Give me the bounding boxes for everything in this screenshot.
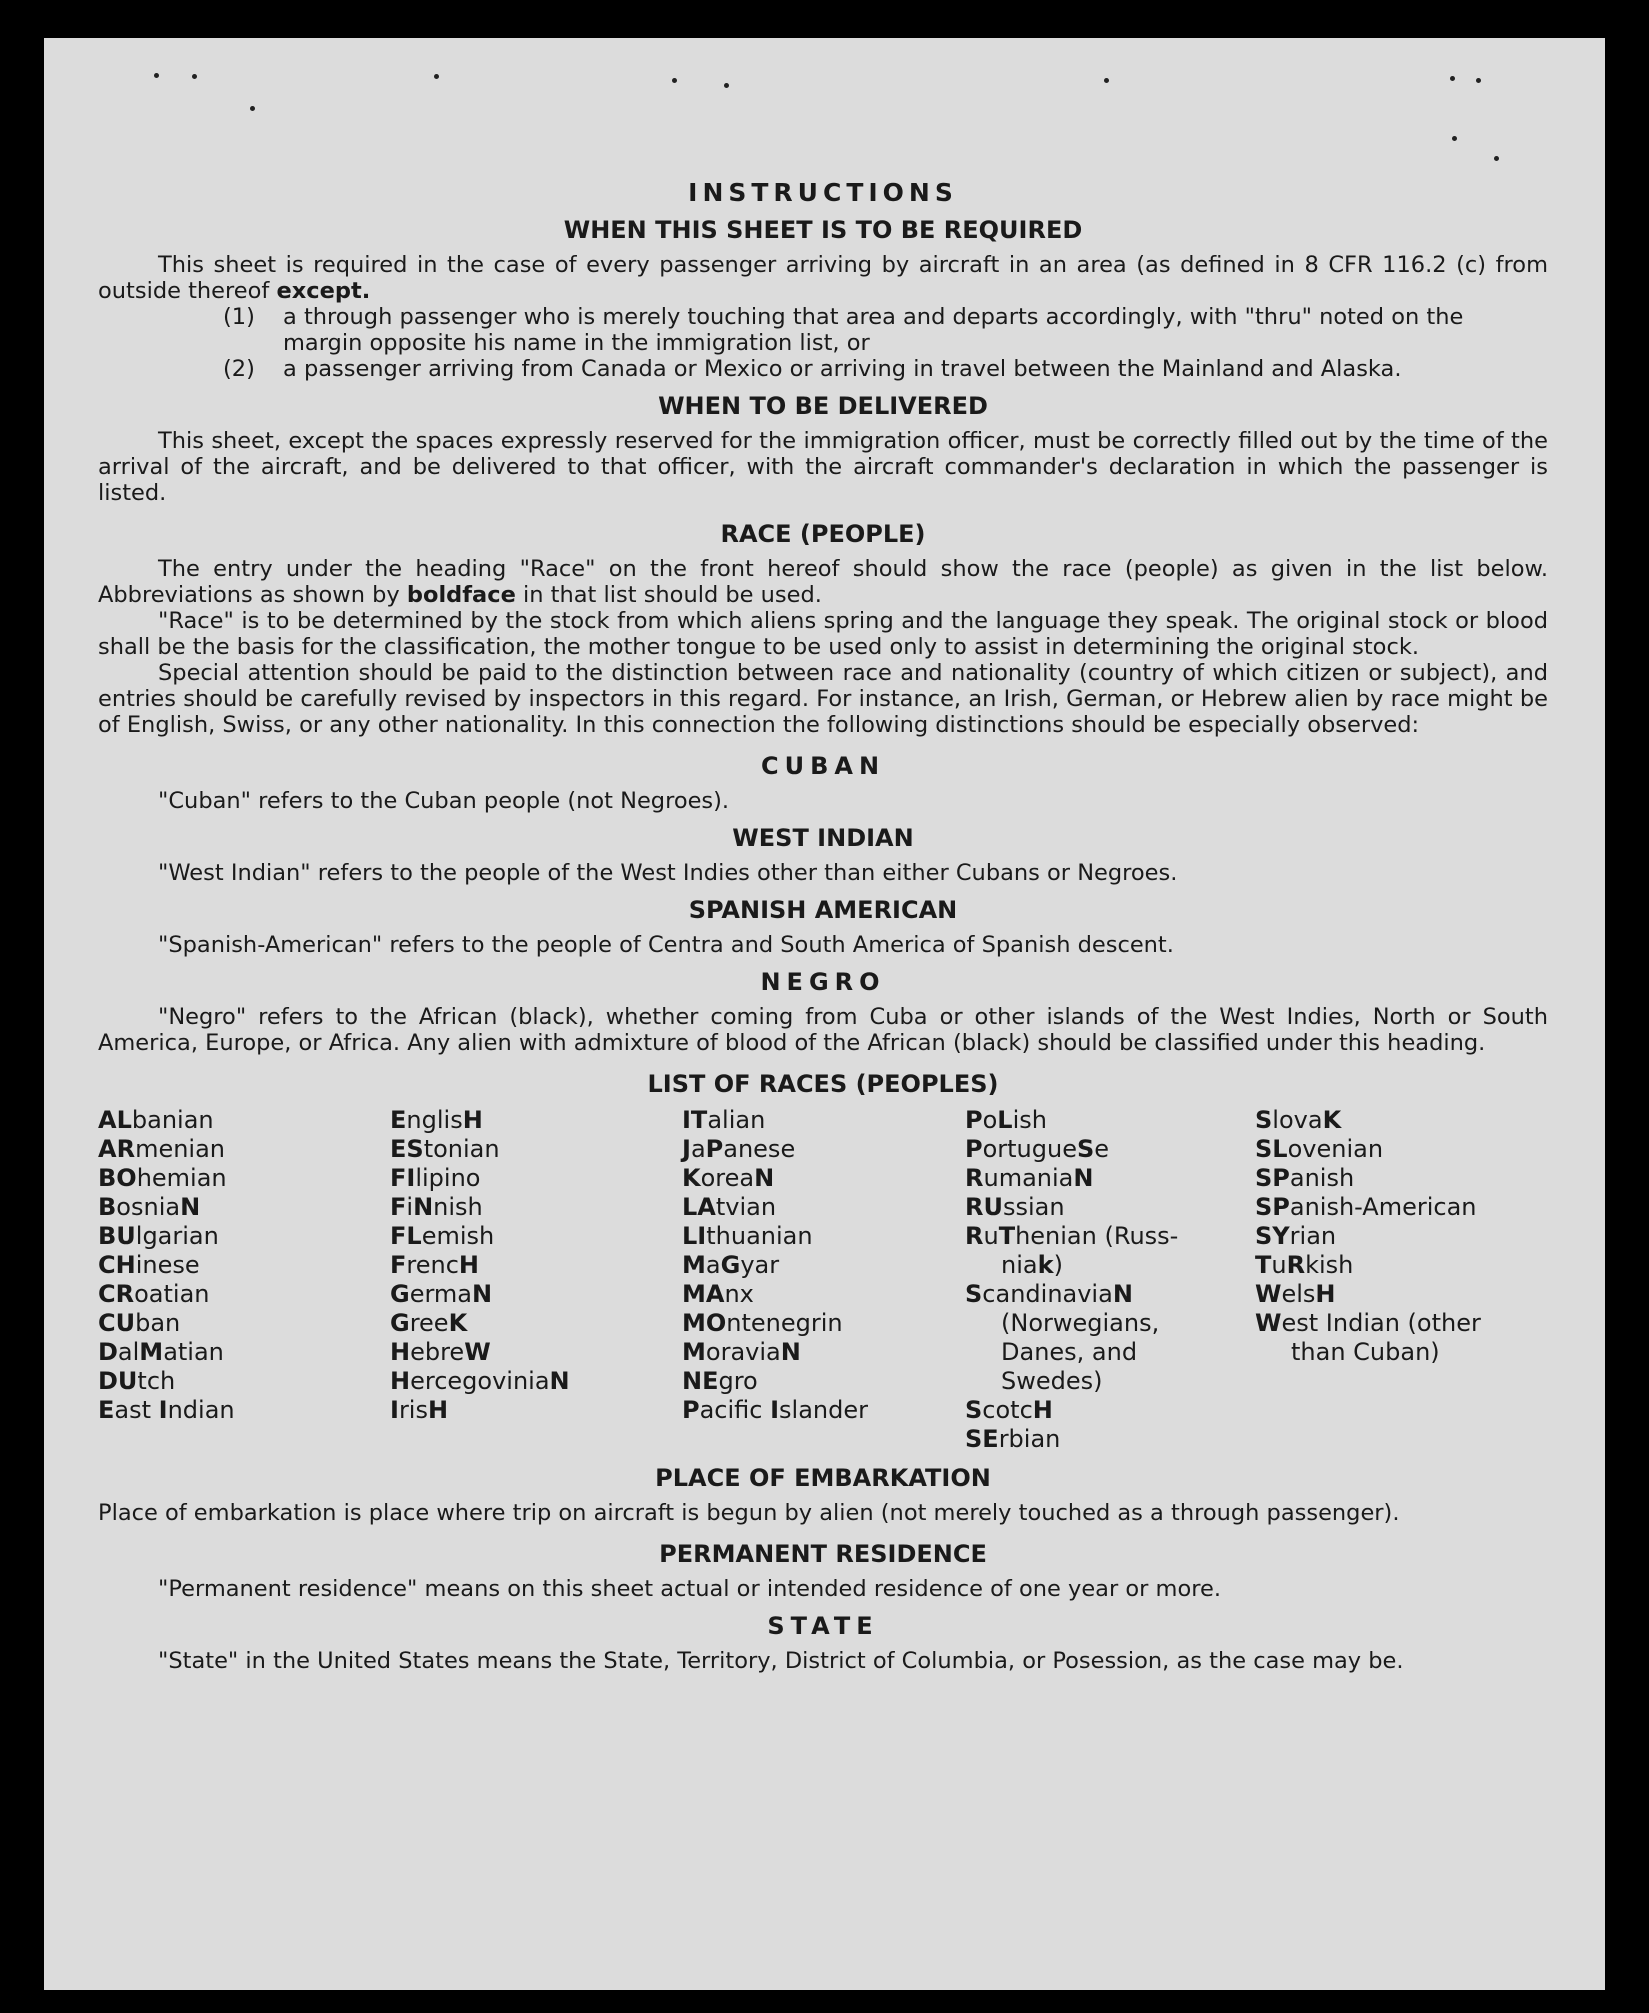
list-item-text: a passenger arriving from Canada or Mexico or arriving in travel between the Mainland and Alaska. bbox=[283, 356, 1402, 382]
race-entry bbox=[965, 1106, 1255, 1135]
race-text: u bbox=[983, 1222, 999, 1250]
race-text: banian bbox=[131, 1106, 214, 1134]
list-item-text: a through passenger who is merely touching that area and departs accordingly, with "thru" noted on the margin opposite his name in the immigration list, or bbox=[283, 304, 1464, 356]
race-text: nglis bbox=[406, 1106, 463, 1134]
race-entry bbox=[1255, 1280, 1525, 1309]
race-text: slander bbox=[779, 1396, 869, 1424]
race-text: o bbox=[982, 1106, 998, 1134]
race-text: alian bbox=[707, 1106, 766, 1134]
race-text: emish bbox=[421, 1222, 495, 1250]
races-column-4 bbox=[965, 1106, 1255, 1454]
race-entry bbox=[390, 1338, 682, 1367]
race-abbrev-letters: S bbox=[1076, 1135, 1095, 1163]
race-entry bbox=[682, 1135, 965, 1164]
race-text: ast bbox=[114, 1396, 159, 1424]
race-paragraph-2: "Race" is to be determined by the stock from which aliens spring and the language they speak. The original stock or blood shall be the basis for the classification, the mother tongue to be used only to assist in determining the original stock. bbox=[98, 608, 1548, 660]
race-entry bbox=[1255, 1193, 1525, 1222]
race-text: (Norwegians, bbox=[1001, 1309, 1160, 1337]
race-text: els bbox=[1281, 1280, 1316, 1308]
list-item bbox=[223, 304, 1548, 356]
race-text: i bbox=[406, 1193, 414, 1221]
race-abbrev-letters: CR bbox=[98, 1280, 135, 1308]
race-abbrev-letters: DU bbox=[98, 1367, 138, 1395]
race-text: than Cuban) bbox=[1291, 1338, 1440, 1366]
race-entry bbox=[965, 1251, 1255, 1280]
race-paragraph-1 bbox=[98, 556, 1548, 608]
race-abbrev-letters: CU bbox=[98, 1309, 136, 1337]
race-abbrev-letters: G bbox=[390, 1309, 410, 1337]
race-text: rian bbox=[1289, 1222, 1337, 1250]
race-entry bbox=[98, 1164, 390, 1193]
race-abbrev-letters: N bbox=[413, 1193, 434, 1221]
race-entry bbox=[98, 1222, 390, 1251]
race-text: a bbox=[705, 1251, 721, 1279]
race-entry bbox=[98, 1135, 390, 1164]
race-entry bbox=[682, 1396, 965, 1425]
race-abbrev-letters: N bbox=[780, 1338, 801, 1366]
race-abbrev-letters: I bbox=[390, 1396, 399, 1424]
race-text: inese bbox=[135, 1251, 200, 1279]
speck bbox=[672, 78, 677, 83]
race-abbrev-letters: IT bbox=[682, 1106, 708, 1134]
race-text: umania bbox=[983, 1164, 1074, 1192]
race-abbrev-letters: H bbox=[458, 1251, 480, 1279]
race-entry bbox=[390, 1251, 682, 1280]
race-abbrev-letters: S bbox=[1255, 1106, 1273, 1134]
race-abbrev-letters: N bbox=[549, 1367, 570, 1395]
race-entry bbox=[965, 1338, 1255, 1367]
section-heading-when-delivered: WHEN TO BE DELIVERED bbox=[658, 392, 988, 420]
race-entry bbox=[965, 1135, 1255, 1164]
race-entry bbox=[98, 1193, 390, 1222]
race-abbrev-letters: LA bbox=[682, 1193, 716, 1221]
speck bbox=[1450, 76, 1455, 81]
race-text: anish bbox=[1289, 1164, 1355, 1192]
speck bbox=[154, 73, 159, 78]
race-text: ish bbox=[1012, 1106, 1047, 1134]
race-abbrev-letters: FI bbox=[390, 1164, 416, 1192]
race-abbrev-letters: I bbox=[770, 1396, 780, 1424]
race-abbrev-letters: LI bbox=[682, 1222, 707, 1250]
race-entry bbox=[965, 1425, 1255, 1454]
race-text: orea bbox=[700, 1164, 755, 1192]
speck bbox=[434, 74, 439, 79]
race-entry bbox=[682, 1251, 965, 1280]
race-text: ban bbox=[135, 1309, 181, 1337]
race-entry bbox=[390, 1309, 682, 1338]
section-heading-race: RACE (PEOPLE) bbox=[720, 520, 926, 548]
races-column-5 bbox=[1255, 1106, 1525, 1454]
race-entry bbox=[98, 1106, 390, 1135]
race-abbrev-letters: H bbox=[390, 1367, 411, 1395]
race-text: tch bbox=[137, 1367, 176, 1395]
race-text: oravia bbox=[705, 1338, 781, 1366]
state-text: "State" in the United States means the State, Territory, District of Columbia, or Posession, as the case may be. bbox=[158, 1648, 1404, 1674]
race-abbrev-letters: K bbox=[1322, 1106, 1342, 1134]
race-abbrev-letters: NE bbox=[682, 1367, 719, 1395]
race-abbrev-letters: M bbox=[682, 1338, 706, 1366]
race-text: Swedes) bbox=[1001, 1367, 1103, 1395]
race-text: oatian bbox=[134, 1280, 210, 1308]
speck bbox=[250, 106, 255, 111]
race-text: ) bbox=[1053, 1251, 1063, 1279]
race-text: acific bbox=[699, 1396, 771, 1424]
race-text: cotc bbox=[982, 1396, 1033, 1424]
race-text: lova bbox=[1272, 1106, 1323, 1134]
race-text: nia bbox=[1001, 1251, 1038, 1279]
race-entry bbox=[965, 1222, 1255, 1251]
race-abbrev-letters: I bbox=[158, 1396, 168, 1424]
race-text: ssian bbox=[1002, 1193, 1065, 1221]
race-text: ortugue bbox=[982, 1135, 1077, 1163]
race-text: lgarian bbox=[135, 1222, 219, 1250]
race-abbrev-letters: T bbox=[998, 1222, 1016, 1250]
race-text: rbian bbox=[998, 1425, 1061, 1453]
race-p1-text-a: The entry under the heading "Race" on the front hereof should show the race (people) as given in the list below. Abbreviations as shown by bbox=[98, 556, 1548, 608]
race-entry bbox=[98, 1367, 390, 1396]
race-text: osnia bbox=[116, 1193, 181, 1221]
race-text: ebre bbox=[410, 1338, 465, 1366]
cuban-text: "Cuban" refers to the Cuban people (not Negroes). bbox=[158, 788, 730, 814]
race-entry bbox=[682, 1280, 965, 1309]
race-abbrev-letters: AL bbox=[98, 1106, 132, 1134]
race-entry bbox=[390, 1222, 682, 1251]
race-entry bbox=[682, 1338, 965, 1367]
race-text: renc bbox=[406, 1251, 459, 1279]
race-text: erma bbox=[409, 1280, 472, 1308]
race-text: atian bbox=[163, 1338, 224, 1366]
race-abbrev-letters: N bbox=[754, 1164, 775, 1192]
race-abbrev-letters: CH bbox=[98, 1251, 136, 1279]
race-entry bbox=[390, 1106, 682, 1135]
speck bbox=[1476, 78, 1481, 83]
race-text: hemian bbox=[136, 1164, 227, 1192]
place-of-embarkation-text: Place of embarkation is place where trip on aircraft is begun by alien (not merely touched as a through passenger). bbox=[98, 1500, 1400, 1526]
section-heading-cuban: CUBAN bbox=[760, 752, 886, 780]
race-abbrev-letters: FL bbox=[390, 1222, 422, 1250]
race-abbrev-letters: P bbox=[705, 1135, 724, 1163]
race-entry bbox=[390, 1280, 682, 1309]
race-text: yar bbox=[740, 1251, 780, 1279]
race-abbrev-letters: M bbox=[682, 1251, 706, 1279]
speck bbox=[192, 74, 197, 79]
race-entry bbox=[682, 1193, 965, 1222]
race-abbrev-letters: F bbox=[390, 1251, 407, 1279]
race-text: nish bbox=[433, 1193, 483, 1221]
race-entry bbox=[965, 1396, 1255, 1425]
section-heading-when-required: WHEN THIS SHEET IS TO BE REQUIRED bbox=[563, 216, 1083, 244]
race-entry bbox=[965, 1309, 1255, 1338]
race-abbrev-letters: SE bbox=[965, 1425, 999, 1453]
races-column-1 bbox=[98, 1106, 390, 1454]
race-entry bbox=[98, 1251, 390, 1280]
race-entry bbox=[1255, 1338, 1525, 1367]
when-delivered-text: This sheet, except the spaces expressly reserved for the immigration officer, must be correctly filled out by the time of the arrival of the aircraft, and be delivered to that officer, with the aircraft commander's declaration in which the passenger is listed. bbox=[98, 428, 1548, 506]
race-abbrev-letters: R bbox=[965, 1222, 984, 1250]
race-text: tvian bbox=[715, 1193, 777, 1221]
race-abbrev-letters: K bbox=[682, 1164, 701, 1192]
race-text: lipino bbox=[415, 1164, 481, 1192]
race-entry bbox=[390, 1135, 682, 1164]
race-abbrev-letters: S bbox=[965, 1280, 983, 1308]
race-entry bbox=[965, 1280, 1255, 1309]
race-abbrev-letters: N bbox=[472, 1280, 493, 1308]
race-entry bbox=[965, 1193, 1255, 1222]
race-text: u bbox=[1271, 1251, 1287, 1279]
race-abbrev-letters: F bbox=[390, 1193, 407, 1221]
intro-bold-text: except. bbox=[276, 278, 371, 304]
section-heading-negro: NEGRO bbox=[760, 968, 886, 996]
race-abbrev-letters: SL bbox=[1255, 1135, 1288, 1163]
race-entry bbox=[390, 1367, 682, 1396]
section-heading-list-of-races: LIST OF RACES (PEOPLES) bbox=[647, 1070, 999, 1098]
race-entry bbox=[682, 1222, 965, 1251]
section-heading-state: STATE bbox=[767, 1612, 879, 1640]
race-text: ntenegrin bbox=[726, 1309, 843, 1337]
race-abbrev-letters: G bbox=[390, 1280, 410, 1308]
race-abbrev-letters: B bbox=[98, 1193, 117, 1221]
race-abbrev-letters: MA bbox=[682, 1280, 725, 1308]
section-heading-permanent-residence: PERMANENT RESIDENCE bbox=[659, 1540, 987, 1568]
race-text: est Indian (other bbox=[1281, 1309, 1481, 1337]
race-text: ovenian bbox=[1287, 1135, 1384, 1163]
permanent-residence-text: "Permanent residence" means on this sheet actual or intended residence of one year or more. bbox=[158, 1576, 1221, 1602]
when-required-intro bbox=[98, 252, 1548, 304]
negro-text: "Negro" refers to the African (black), whether coming from Cuba or other islands of the West Indies, North or South America, Europe, or Africa. Any alien with admixture of blood of the African (black) should be classified under this heading. bbox=[98, 1004, 1548, 1056]
race-abbrev-letters: N bbox=[1073, 1164, 1094, 1192]
west-indian-text: "West Indian" refers to the people of the West Indies other than either Cubans or Negroes. bbox=[158, 860, 1178, 886]
race-abbrev-letters: R bbox=[965, 1164, 984, 1192]
race-abbrev-letters: SY bbox=[1255, 1222, 1290, 1250]
race-entry bbox=[682, 1106, 965, 1135]
race-entry bbox=[965, 1367, 1255, 1396]
race-abbrev-letters: P bbox=[965, 1106, 983, 1134]
race-abbrev-letters: W bbox=[1255, 1309, 1282, 1337]
race-entry bbox=[98, 1280, 390, 1309]
race-entry bbox=[98, 1309, 390, 1338]
race-p1-bold: boldface bbox=[406, 582, 516, 608]
race-entry bbox=[965, 1164, 1255, 1193]
race-abbrev-letters: BU bbox=[98, 1222, 136, 1250]
race-abbrev-letters: S bbox=[965, 1396, 983, 1424]
race-entry bbox=[1255, 1164, 1525, 1193]
race-text: menian bbox=[135, 1135, 226, 1163]
race-p1-text-b: in that list should be used. bbox=[522, 582, 822, 608]
race-entry bbox=[682, 1367, 965, 1396]
race-abbrev-letters: G bbox=[720, 1251, 741, 1279]
race-entry bbox=[1255, 1222, 1525, 1251]
race-text: nx bbox=[724, 1280, 754, 1308]
race-abbrev-letters: L bbox=[997, 1106, 1013, 1134]
race-entry bbox=[682, 1309, 965, 1338]
speck bbox=[1104, 78, 1109, 83]
section-heading-spanish-american: SPANISH AMERICAN bbox=[688, 896, 958, 924]
races-list bbox=[98, 1106, 1548, 1454]
race-text: gro bbox=[718, 1367, 758, 1395]
race-entry bbox=[390, 1164, 682, 1193]
race-entry bbox=[682, 1164, 965, 1193]
race-abbrev-letters: T bbox=[1255, 1251, 1272, 1279]
race-abbrev-letters: E bbox=[98, 1396, 115, 1424]
race-abbrev-letters: H bbox=[427, 1396, 449, 1424]
intro-text: This sheet is required in the case of every passenger arriving by aircraft in an area (as defined in 8 CFR 116.2 (c) from outside thereof bbox=[98, 252, 1548, 304]
speck bbox=[724, 83, 729, 88]
races-column-2 bbox=[390, 1106, 682, 1454]
race-abbrev-letters: SP bbox=[1255, 1193, 1290, 1221]
race-abbrev-letters: E bbox=[390, 1106, 407, 1134]
race-abbrev-letters: RU bbox=[965, 1193, 1003, 1221]
race-abbrev-letters: D bbox=[98, 1338, 118, 1366]
race-text: candinavia bbox=[982, 1280, 1113, 1308]
race-text: kish bbox=[1305, 1251, 1354, 1279]
list-item-number: (1) bbox=[223, 304, 255, 330]
race-entry bbox=[98, 1338, 390, 1367]
race-abbrev-letters: W bbox=[1255, 1280, 1282, 1308]
spanish-american-text: "Spanish-American" refers to the people of Centra and South America of Spanish descent. bbox=[158, 932, 1174, 958]
list-item bbox=[223, 356, 1548, 382]
page-title: INSTRUCTIONS bbox=[688, 178, 958, 207]
race-abbrev-letters: BO bbox=[98, 1164, 137, 1192]
race-abbrev-letters: J bbox=[682, 1135, 691, 1163]
race-abbrev-letters: H bbox=[1032, 1396, 1053, 1424]
race-paragraph-3: Special attention should be paid to the distinction between race and nationality (country of which citizen or subject), and entries should be carefully revised by inspectors in this regard. For instance, an Irish, German, or Hebrew alien by race might be of English, Swiss, or any other nationality. In this connection the following distinctions should be especially observed: bbox=[98, 660, 1548, 738]
race-entry bbox=[390, 1396, 682, 1425]
race-abbrev-letters: W bbox=[464, 1338, 491, 1366]
race-text: anese bbox=[723, 1135, 796, 1163]
race-abbrev-letters: P bbox=[682, 1396, 700, 1424]
race-text: Danes, and bbox=[1001, 1338, 1138, 1366]
race-abbrev-letters: k bbox=[1037, 1251, 1054, 1279]
race-abbrev-letters: M bbox=[139, 1338, 164, 1366]
list-item-number: (2) bbox=[223, 356, 255, 382]
race-abbrev-letters: AR bbox=[98, 1135, 136, 1163]
race-text: tonian bbox=[423, 1135, 500, 1163]
races-column-3 bbox=[682, 1106, 965, 1454]
race-text: e bbox=[1094, 1135, 1110, 1163]
section-heading-west-indian: WEST INDIAN bbox=[732, 824, 914, 852]
race-abbrev-letters: R bbox=[1286, 1251, 1306, 1279]
race-abbrev-letters: P bbox=[965, 1135, 983, 1163]
race-abbrev-letters: H bbox=[1315, 1280, 1336, 1308]
instructions-body bbox=[98, 140, 1548, 1674]
race-text: ndian bbox=[167, 1396, 235, 1424]
race-abbrev-letters: N bbox=[1112, 1280, 1133, 1308]
race-text: henian (Russ- bbox=[1015, 1222, 1179, 1250]
race-text: thuanian bbox=[706, 1222, 813, 1250]
race-entry bbox=[390, 1193, 682, 1222]
race-text: ree bbox=[409, 1309, 449, 1337]
race-abbrev-letters: K bbox=[448, 1309, 468, 1337]
race-abbrev-letters: H bbox=[390, 1338, 411, 1366]
race-abbrev-letters: SP bbox=[1255, 1164, 1290, 1192]
race-entry bbox=[98, 1396, 390, 1425]
race-abbrev-letters: N bbox=[180, 1193, 201, 1221]
section-heading-place-of-embarkation: PLACE OF EMBARKATION bbox=[655, 1464, 991, 1492]
race-text: anish-American bbox=[1289, 1193, 1477, 1221]
race-entry bbox=[1255, 1135, 1525, 1164]
race-text: al bbox=[117, 1338, 140, 1366]
race-text: a bbox=[690, 1135, 706, 1163]
race-entry bbox=[1255, 1251, 1525, 1280]
race-abbrev-letters: ES bbox=[390, 1135, 424, 1163]
race-abbrev-letters: H bbox=[462, 1106, 483, 1134]
race-entry bbox=[1255, 1106, 1525, 1135]
race-text: ris bbox=[398, 1396, 428, 1424]
race-text: ercegovinia bbox=[410, 1367, 550, 1395]
race-entry bbox=[1255, 1309, 1525, 1338]
race-abbrev-letters: MO bbox=[682, 1309, 727, 1337]
